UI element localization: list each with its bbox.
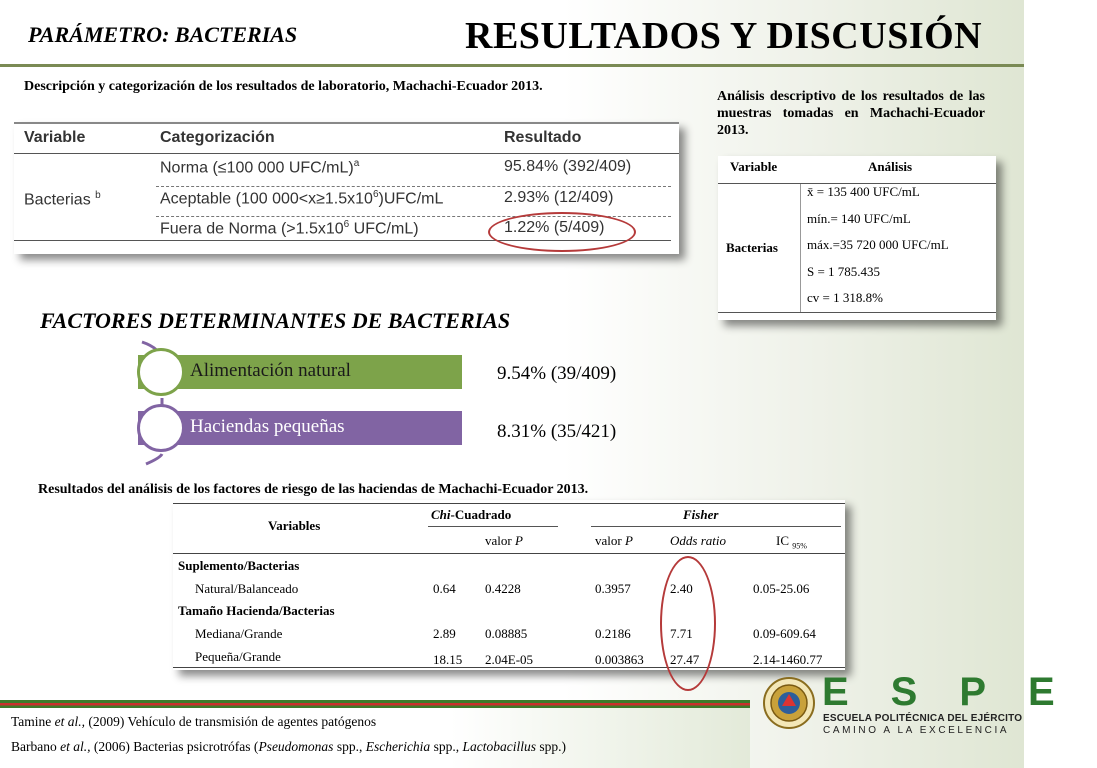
table3-row-chi-p: 2.04E-05 [485,652,534,667]
table3-sub-odds: Odds ratio [670,533,726,548]
table3-chi-rule [428,526,558,527]
table3-sub-ic [776,533,807,551]
table3-row-ic: 0.09-609.64 [753,626,816,641]
table3-row-fisher-p: 0.2186 [595,626,631,641]
table3-fisher-rule [591,526,841,527]
table3-bottom-rule [173,667,845,668]
table2-cv: cv = 1 318.8% [807,290,883,305]
table1-header-category: Categorización [160,129,275,146]
ref2-genus-1: Pseudomonas [258,739,334,754]
table1-header-result: Resultado [504,129,582,146]
table1-header-row [14,122,679,154]
table1-row2-result: 2.93% (12/409) [504,189,614,206]
table3-header-fisher: Fisher [683,507,719,522]
factor-circle-icon [137,348,185,396]
table3-row-fisher-p: 0.3957 [595,581,631,596]
table1-row3-result: 1.22% (5/409) [504,219,605,236]
table3-sub-valor: valor [485,533,512,548]
table2-min: mín.= 140 UFC/mL [807,211,911,226]
table3-row-chi: 18.15 [433,652,463,667]
table2-caption: Análisis descriptivo de los resultados de las muestras tomadas en Machachi-Ecuador 2013. [717,89,985,138]
ref2-genus-3: Lactobacillus [462,739,536,754]
table2-variable: Bacterias [726,240,778,255]
table1-variable-sup: b [95,190,101,201]
table1-row2-tail: )UFC/mL [378,190,444,208]
table2-header-row [718,156,996,184]
table3-top-rule [173,503,845,504]
table3-caption: Resultados del análisis de los factores de riesgo de las haciendas de Machachi-Ecuador 2013. [38,482,589,497]
reference-2 [11,739,566,755]
table1-row3-sup: 6 [343,219,350,230]
table3-header-chi-italic: Chi [431,507,451,522]
factor-label-small-farms: Haciendas pequeñas [190,416,345,437]
table2-std: S = 1 785.435 [807,264,881,279]
table2-column-divider [800,184,801,312]
table3-row-ic: 0.05-25.06 [753,581,810,596]
factor-value-natural-feed: 9.54% (39/409) [497,363,617,384]
header-divider [0,64,1024,67]
table2-descriptive [718,156,996,320]
table3-row-name: Natural/Balanceado [195,581,299,596]
table3-group-supplement: Suplemento/Bacterias [178,558,300,573]
ref2-etal: et al., [60,739,91,754]
table1-row-category [160,158,359,177]
espe-school-name: ESCUELA POLITÉCNICA DEL EJÉRCITO [823,713,1023,724]
ref1-author: Tamine [11,714,52,729]
table3-header-variables: Variables [268,518,321,533]
table1-header-variable: Variable [24,129,86,146]
table2-mean: x̄ = 135 400 UFC/mL [807,184,920,199]
table3-group-size: Tamaño Hacienda/Bacterias [178,603,335,618]
factor-label-natural-feed: Alimentación natural [190,360,351,381]
row-divider [156,186,671,187]
table1-variable [24,190,101,209]
table3-row-name: Pequeña/Grande [195,649,281,664]
table1-row-category [160,219,419,238]
factor-value-small-farms: 8.31% (35/421) [497,421,617,442]
table1-row3-category: Fuera de Norma (>1.5x10 [160,220,344,238]
table3-row-odds: 27.47 [670,652,700,667]
table3-header-chi-rest: -Cuadrado [450,507,512,522]
espe-seal-icon [762,676,816,730]
table3-sub-fisher-p [595,533,633,549]
table2-max: máx.=35 720 000 UFC/mL [807,237,949,252]
ref1-etal: et al., [54,714,86,729]
ref2-sp-1: spp., [333,739,363,754]
table1-row2-category: Aceptable (100 000<x≥1.5x10 [160,190,373,208]
table1-row1-category: Norma (≤100 000 UFC/mL) [160,159,354,177]
table1-row2-sup: 6 [372,189,379,200]
factor-bar-natural-feed [138,355,462,389]
table1-caption: Descripción y categorización de los resultados de laboratorio, Machachi-Ecuador 2013. [24,79,543,94]
table2-header-analysis: Análisis [868,159,913,174]
table3-sub-p: P [624,533,633,548]
highlight-ellipse-odds [660,556,716,691]
table3-row-odds: 7.71 [670,626,693,641]
table3-header-chi [431,507,511,523]
table3-sub-ic-label: IC [776,533,789,548]
ref2-sp-3: spp.) [535,739,566,754]
table1-row3-tail: UFC/mL) [349,220,419,238]
table3-row-chi: 2.89 [433,626,456,641]
table1-variable-label: Bacterias [24,191,91,209]
factors-title: FACTORES DETERMINANTES DE BACTERIAS [40,308,511,333]
table3-sub-valor: valor [595,533,622,548]
table3-row-ic: 2.14-1460.77 [753,652,823,667]
table3-row-name: Mediana/Grande [195,626,283,641]
ref1-text: (2009) Vehículo de transmisión de agentes patógenos [88,714,377,729]
ref2-text: (2006) Bacterias psicrotrófas ( [93,739,259,754]
factor-circle-icon [137,404,185,452]
espe-logo-letters: ESPE [822,670,1097,714]
table3-row-chi: 0.64 [433,581,456,596]
highlight-ellipse-result [488,212,636,252]
footer-stripe [0,700,750,708]
table3-row-chi-p: 0.4228 [485,581,521,596]
table3-row-odds: 2.40 [670,581,693,596]
factor-bar-small-farms [138,411,462,445]
ref2-author: Barbano [11,739,57,754]
table3-risk-factors [173,500,845,670]
table1-row1-sup: a [353,158,360,169]
table3-row-fisher-p: 0.003863 [595,652,644,667]
ref2-genus-2: Escherichia [365,739,431,754]
table2-bottom-rule [718,312,996,313]
table3-sub-chi-p [485,533,523,549]
reference-1 [11,714,376,730]
espe-motto: CAMINO A LA EXCELENCIA [823,725,1010,736]
table3-header-rule [173,553,845,554]
table3-sub-ic-sub: 95% [792,541,807,551]
ref2-sp-2: spp., [430,739,460,754]
table1-row-category [160,189,443,208]
table3-sub-p: P [514,533,523,548]
table2-header-variable: Variable [730,159,778,174]
table3-row-chi-p: 0.08885 [485,626,528,641]
parameter-title: PARÁMETRO: BACTERIAS [28,22,298,47]
table1-row1-result: 95.84% (392/409) [504,158,632,175]
page-title: RESULTADOS Y DISCUSIÓN [465,15,983,57]
